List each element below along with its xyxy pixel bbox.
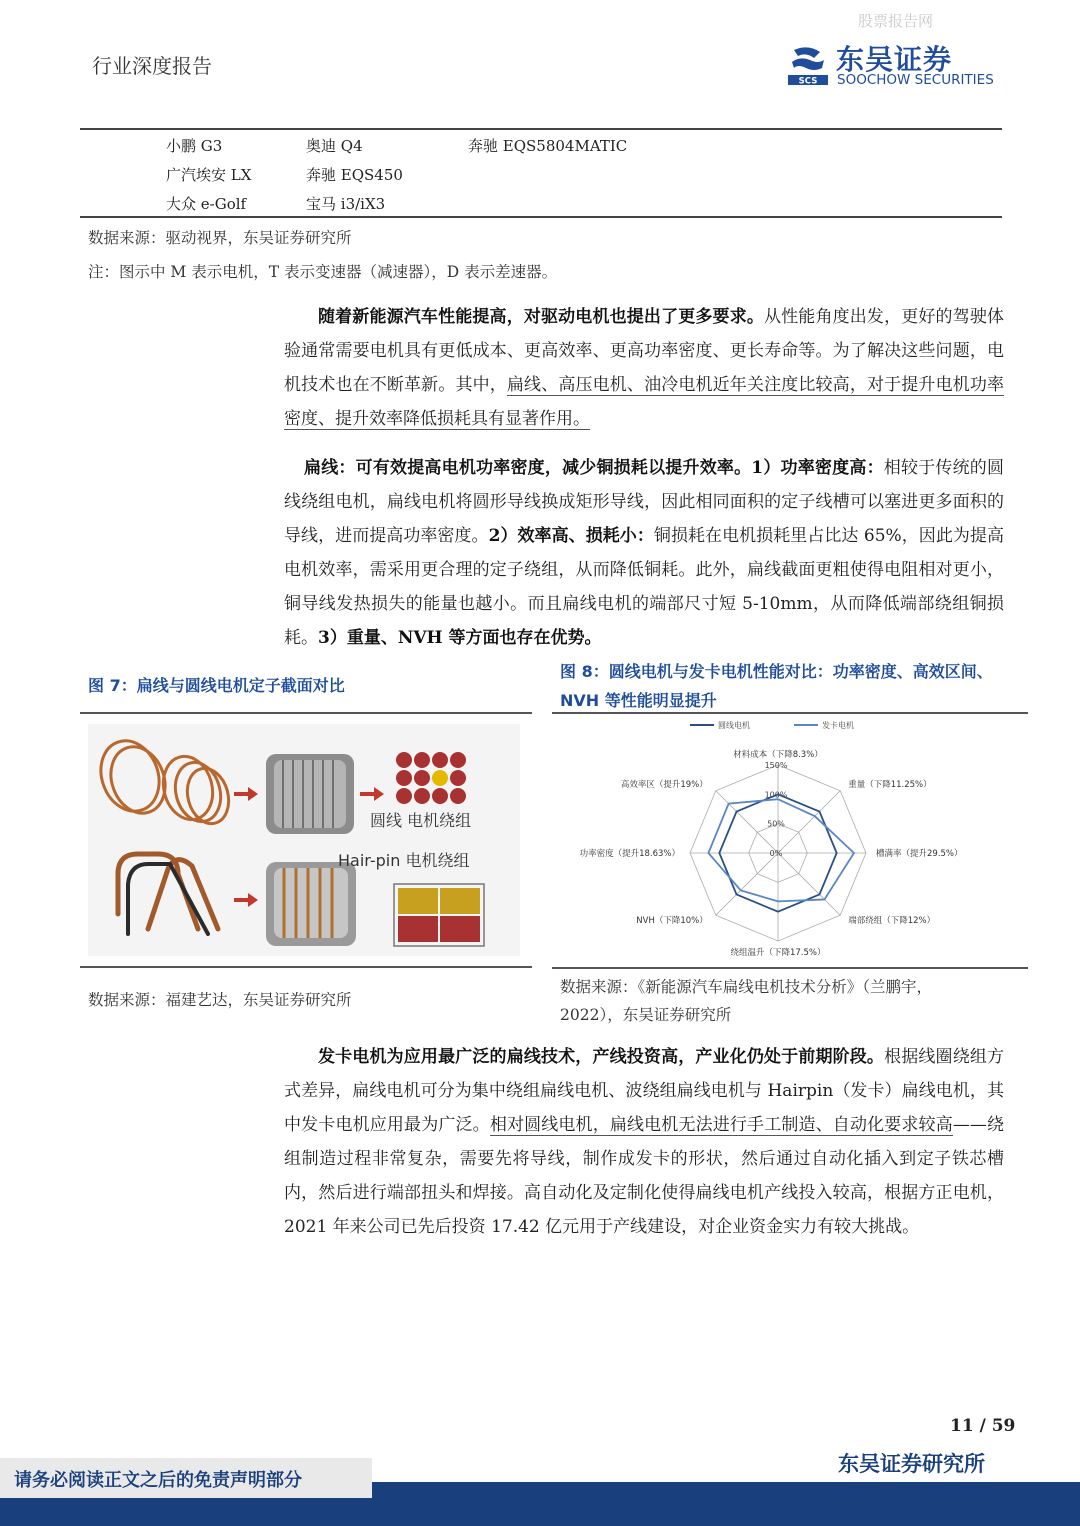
soochow-logo-icon (786, 42, 830, 86)
para3-lead: 发卡电机为应用最广泛的扁线技术，产线投资高，产业化仍处于前期阶段。 (318, 1047, 885, 1067)
para2-text2: 铜损耗在电机损耗里占比达 65%，因此为提高电机效率，需采用更合理的定子绕组，从而降低铜耗。此外，扁线截面更粗使得电阻相对更小，铜导线发热损失的能量也越小。而且扁线电机的端部尺寸短 5-10mm，从而降低端部绕组铜损耗。 (284, 526, 1004, 648)
table-cell: 奔驰 EQS450 (306, 166, 403, 184)
axis-spoke (778, 853, 840, 915)
watermark-text: 股票报告网 (858, 12, 934, 30)
para3-underlined: 相对圆线电机，扁线电机无法进行手工制造、自动化要求较高 (489, 1115, 953, 1135)
figure8-source-line2: 2022），东吴证券研究所 (560, 1006, 732, 1024)
radar-chart (552, 716, 1028, 962)
table-cell: 奥迪 Q4 (306, 137, 363, 155)
para3-text1: 根据线圈绕组方式差异，扁线电机可分为集中绕组扁线电机、波绕组扁线电机与 Hairpin（发卡）扁线电机，其中发卡电机应用最为广泛。 (284, 1047, 1005, 1135)
figure8-title-line2: NVH 等性能明显提升 (560, 691, 717, 710)
paragraph-hairpin (284, 1040, 1004, 1244)
table-cell: 大众 e-Golf (166, 195, 247, 213)
category-label: 绕组温升（下降17.5%） (730, 948, 826, 958)
radial-tick-label: 100% (764, 790, 788, 800)
disclaimer-tab (0, 1458, 372, 1498)
category-label: 材料成本（下降8.3%） (733, 750, 823, 760)
radial-tick-label: 50% (767, 819, 785, 829)
figure8-top-rule (552, 712, 1028, 714)
report-type-label: 行业深度报告 (92, 54, 212, 78)
stator-comparison-illustration (88, 724, 520, 956)
figure7-image (88, 724, 520, 956)
para2-lead: 扁线：可有效提高电机功率密度，减少铜损耗以提升效率。1）功率密度高： (304, 458, 884, 478)
axis-spoke (778, 791, 840, 853)
category-label: 高效率区（提升19%） (620, 779, 708, 790)
table-cell: 小鹏 G3 (166, 137, 223, 155)
logo-english-name: SOOCHOW SECURITIES (837, 72, 994, 88)
figure8-chart (552, 716, 1028, 962)
para1-underlined: 扁线、高压电机、油冷电机近年关注度比较高，对于提升电机功率密度、提升效率降低损耗具有显著作用。 (284, 375, 1005, 429)
footer-brand: 东吴证券研究所 (838, 1451, 985, 1476)
legend-label: 发卡电机 (822, 721, 854, 730)
axis-spoke (716, 853, 778, 915)
category-label: NVH（下降10%） (636, 916, 708, 927)
logo-abbr-text: SCS (798, 76, 818, 86)
table-cell: 奔驰 EQS5804MATIC (468, 137, 628, 155)
hairpin-winding-label: Hair-pin 电机绕组 (338, 851, 470, 870)
para2-lead3: 3）重量、NVH 等方面也存在优势。 (318, 628, 602, 648)
legend-label: 圆线电机 (718, 721, 750, 730)
figure7-title: 图 7：扁线与圆线电机定子截面对比 (88, 676, 345, 695)
para1-text: 从性能角度出发，更好的驾驶体验通常需要电机具有更低成本、更高效率、更高功率密度、更长寿命等。为了解决这些问题，电机技术也在不断革新。其中， (284, 307, 1004, 395)
figure8-title-line1: 图 8：圆线电机与发卡电机性能对比：功率密度、高效区间、 (560, 662, 993, 681)
table-cell: 广汽埃安 LX (166, 166, 252, 184)
table-cell: 宝马 i3/iX3 (306, 195, 386, 213)
para3-text2: ——绕组制造过程非常复杂，需要先将导线，制作成发卡的形状，然后通过自动化插入到定子铁芯槽内，然后进行端部扭头和焊接。高自动化及定制化使得扁线电机产线投入较高，根据方正电机，2021 年来公司已先后投资 17.42 亿元用于产线建设，对企业资金实力有较大挑战。 (284, 1115, 1005, 1237)
figure8-source-line1: 数据来源：《新能源汽车扁线电机技术分析》（兰鹏宇， (560, 978, 933, 996)
table-note: 注：图示中 M 表示电机，T 表示变速器（减速器），D 表示差速器。 (88, 263, 558, 281)
radial-tick-label: 0% (769, 849, 783, 858)
para2-lead2: 2）效率高、损耗小： (488, 526, 654, 546)
paragraph-requirements (284, 300, 1004, 436)
figure7-top-rule (80, 712, 532, 714)
radial-tick-label: 150% (764, 761, 788, 770)
paragraph-flat-wire (284, 451, 1004, 655)
category-label: 功率密度（提升18.63%） (579, 849, 680, 859)
para1-lead: 随着新能源汽车性能提高，对驱动电机也提出了更多要求。 (318, 307, 764, 327)
category-label: 槽满率（提升29.5%） (876, 849, 963, 859)
figure8-bottom-rule (552, 967, 1028, 969)
category-label: 端部绕组（下降12%） (848, 916, 936, 927)
logo-chinese-name: 东吴证券 (836, 43, 953, 76)
table-top-rule (80, 128, 1002, 130)
figure7-bottom-rule (80, 966, 532, 968)
company-logo (786, 40, 1006, 90)
table-bottom-rule (80, 216, 1002, 218)
category-label: 重量（下降11.25%） (848, 779, 932, 790)
table-source: 数据来源：驱动视界，东吴证券研究所 (88, 229, 352, 247)
figure7-source: 数据来源：福建艺达，东吴证券研究所 (88, 991, 352, 1009)
round-winding-label: 圆线 电机绕组 (370, 811, 472, 830)
para2-text1: 相较于传统的圆线绕组电机，扁线电机将圆形导线换成矩形导线，因此相同面积的定子线槽可以塞进更多面积的导线，进而提高功率密度。 (284, 458, 1005, 546)
disclaimer-text: 请务必阅读正文之后的免责声明部分 (14, 1470, 302, 1491)
page-number: 11 / 59 (950, 1416, 1016, 1436)
